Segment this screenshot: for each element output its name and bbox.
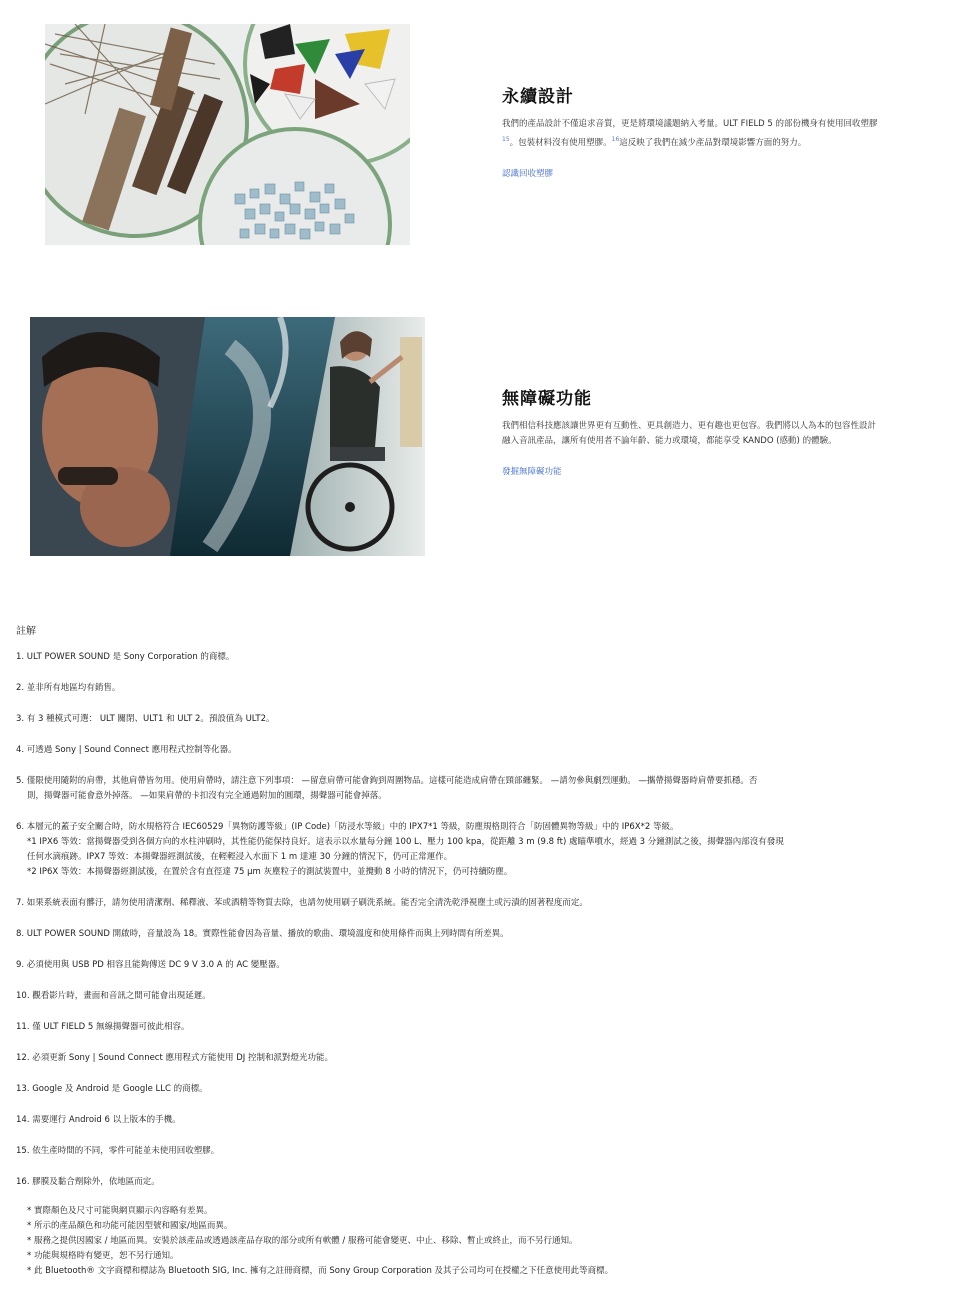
sustainable-design-section	[502, 82, 882, 180]
footnote-ref-16[interactable]: 16	[611, 136, 620, 143]
footnote-10: 10. 觀看影片時，畫面和音訊之間可能會出現延遲。	[16, 991, 211, 1001]
disclaimer-item: * 功能與規格時有變更，恕不另行通知。	[27, 1251, 179, 1261]
recycled-materials-image	[45, 24, 410, 245]
accessibility-description: 我們相信科技應該讓世界更有互動性、更具創造力、更有趣也更包容。我們將以人為本的包容性設計融入音訊產品，讓所有使用者不論年齡、能力或環境，都能享受 KANDO (感動) 的體驗。	[502, 421, 877, 446]
footnotes-section	[16, 622, 886, 1279]
footnote-1: 1. ULT POWER SOUND 是 Sony Corporation 的商標。	[16, 652, 235, 662]
footnote-7: 7. 如果系統表面有髒汙，請勿使用清潔劑、稀釋液、苯或酒精等物質去除，也請勿使用刷子刷洗系統。能否完全清洗乾淨視塵土或污漬的固著程度而定。	[16, 898, 588, 908]
footnote-15: 15. 依生產時間的不同，零件可能並未使用回收塑膠。	[16, 1146, 220, 1156]
footnote-11: 11. 僅 ULT FIELD 5 無線揚聲器可彼此相容。	[16, 1022, 190, 1032]
accessibility-title: 無障礙功能	[502, 389, 592, 409]
footnote-ref-15[interactable]: 15	[502, 136, 510, 143]
footnote-2: 2. 並非所有地區均有銷售。	[16, 683, 121, 693]
footnote-5: 5. 僅限使用隨附的肩帶，其他肩帶皆勿用。使用肩帶時，請注意下列事項： —留意肩帶可能會鉤到周圍物品。這樣可能造成肩帶在頸部纏緊。 —請勿參與劇烈運動。 —攜帶揚聲器時肩帶要抓穩。否 則，揚聲器可能會意外掉落。 —如果肩帶的卡扣沒有完全通過附加的圓環，揚聲器可能會掉落。	[16, 776, 758, 801]
disclaimer-item: * 實際顏色及尺寸可能與網頁顯示內容略有差異。	[27, 1206, 213, 1216]
footnote-14: 14. 需要運行 Android 6 以上版本的手機。	[16, 1115, 181, 1125]
footnote-9: 9. 必須使用與 USB PD 相容且能夠傳送 DC 9 V 3.0 A 的 AC 變壓器。	[16, 960, 285, 970]
footnote-13: 13. Google 及 Android 是 Google LLC 的商標。	[16, 1084, 208, 1094]
disclaimer-item: * 所示的產品顏色和功能可能因型號和國家/地區而異。	[27, 1221, 233, 1231]
footnotes-title: 註解	[16, 626, 36, 637]
sustainable-design-title: 永續設計	[502, 87, 574, 107]
footnote-4: 4. 可透過 Sony | Sound Connect 應用程式控制等化器。	[16, 745, 237, 755]
footnote-8: 8. ULT POWER SOUND 開啟時，音量設為 18。實際性能會因為音量、播放的歌曲、環境溫度和使用條件而與上列時間有所差異。	[16, 929, 509, 939]
footnote-6: 6. 本層元的蓋子安全關合時，防水規格符合 IEC60529「異物防護等級」(IP Code)「防浸水等級」中的 IPX7*1 等級，防塵規格則符合「防固體異物等級」中的 IP6X*2 等級。 *1 IPX6 等效：當揚聲器受到各個方向的水柱沖刷時，其性能仍能保持良好。這表示以水量每分鐘 100 L、壓力 100 kpa，從距離 3 m (9.8 ft) 處瞄準噴水，經過 3 分鐘測試之後，揚聲器內部沒有發現 任何水滴痕跡。IPX7 等效：本揚聲器經測試後，在輕輕浸入水面下 1 m 達連 30 分鐘的情況下，仍可正常運作。 *2 IP6X 等效：本揚聲器經測試後，在置於含有直徑達 75 μm 灰塵粒子的測試裝置中，並攪動 8 小時的情況下，仍可持續防塵。	[16, 822, 784, 877]
accessibility-section	[502, 384, 882, 478]
disclaimer-item: * 服務之提供因國家 / 地區而異。安裝於該產品或透過該產品存取的部分或所有軟體 / 服務可能會變更、中止、移除、暫止或終止，而不另行通知。	[27, 1236, 578, 1246]
footnote-12: 12. 必須更新 Sony | Sound Connect 應用程式方能使用 DJ 控制和派對燈光功能。	[16, 1053, 333, 1063]
footnote-3: 3. 有 3 種模式可選： ULT 關閉、ULT1 和 ULT 2。預設值為 ULT2。	[16, 714, 275, 724]
accessibility-image	[30, 317, 425, 556]
footnote-16: 16. 膠膜及黏合劑除外，依地區而定。	[16, 1177, 160, 1187]
recycled-plastic-link[interactable]: 認識回收塑膠	[502, 168, 554, 179]
accessibility-link[interactable]: 發掘無障礙功能	[502, 467, 562, 477]
disclaimer-item: * 此 Bluetooth® 文字商標和標誌為 Bluetooth SIG, Inc. 擁有之註冊商標，而 Sony Group Corporation 及其子公司均可在授權之下任意使用此等商標。	[27, 1266, 614, 1276]
sustainable-design-description: 我們的產品設計不僅追求音質，更是將環境議題納入考量。ULT FIELD 5 的部份機身有使用回收塑膠$^{15}$。包裝材料沒有使用塑膠。$^{16}$這反映了我們在減少產品對環境影響方面的努力。	[502, 119, 878, 148]
disclaimer-list	[16, 1204, 886, 1279]
